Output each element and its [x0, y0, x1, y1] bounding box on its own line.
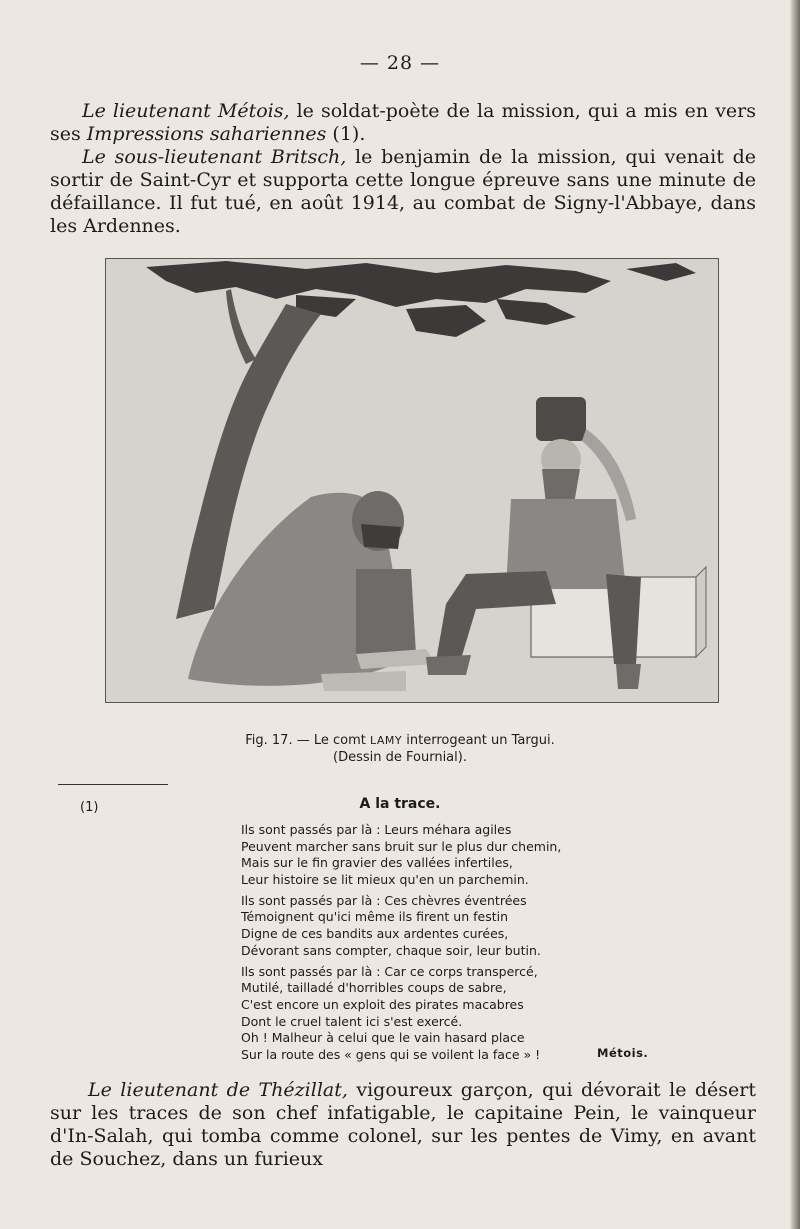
- work-title: Impressions sahariennes: [86, 123, 327, 145]
- poem-stanza: [241, 822, 561, 889]
- britsch-text: le benjamin de la mission, qui venait de sortir de Saint-Cyr et supporta cette longue épreuve sans une minute de défaillance. Il fut tué, en août 1914, au combat de Signy-l'Abbaye, dans les Ardennes.: [50, 146, 756, 237]
- page-number: — 28 —: [359, 52, 441, 74]
- page-edge: [790, 0, 800, 1229]
- poem-verse: Peuvent marcher sans bruit sur le plus dur chemin,: [241, 838, 562, 854]
- poem: [241, 822, 561, 1068]
- metois-text: le soldat-poète de la mission, qui a mis en vers ses: [50, 100, 757, 145]
- poem-verse: Témoignent qu'ici même ils firent un festin: [241, 909, 509, 925]
- illustration-drawing: [106, 259, 718, 702]
- poem-verse: Dévorant sans compter, chaque soir, leur butin.: [241, 942, 541, 958]
- poem-stanza: [241, 893, 561, 960]
- poem-verse: Dont le cruel talent ici s'est exercé.: [241, 1013, 463, 1029]
- poem-verse: Ils sont passés par là : Ces chèvres éventrées: [241, 892, 527, 908]
- name-metois: Le lieutenant Métois,: [82, 100, 290, 122]
- caption-suffix: interrogeant un Targui.: [402, 733, 555, 748]
- figure-caption: [0, 732, 800, 750]
- name-thezillat: Le lieutenant de Thézillat,: [88, 1079, 348, 1101]
- poem-verse: Leur histoire se lit mieux qu'en un parchemin.: [241, 872, 529, 888]
- poem-signature: Métois.: [597, 1046, 649, 1060]
- caption-name: LAMY: [370, 734, 403, 747]
- caption-prefix: Fig. 17. — Le comt: [245, 733, 370, 748]
- poem-verse: Oh ! Malheur à celui que le vain hasard place: [241, 1030, 525, 1046]
- paragraph-thezillat: [50, 1079, 756, 1171]
- poem-verse: Digne de ces bandits aux ardentes curées,: [241, 926, 509, 942]
- poem-verse: Ils sont passés par là : Car ce corps transpercé,: [241, 963, 538, 979]
- figure-credit: (Dessin de Fournial).: [333, 750, 467, 765]
- poem-verse: C'est encore un exploit des pirates macabres: [241, 996, 524, 1012]
- poem-verse: Mais sur le fin gravier des vallées infertiles,: [241, 855, 513, 871]
- footnote-rule: [58, 784, 168, 785]
- name-britsch: Le sous-lieutenant Britsch,: [82, 146, 347, 168]
- poem-title: A la trace.: [359, 796, 441, 812]
- footnote-marker: (1): [80, 800, 99, 815]
- poem-verse: Ils sont passés par là : Leurs méhara agiles: [241, 822, 512, 837]
- poem-verse: Mutilé, tailladé d'horribles coups de sabre,: [241, 980, 507, 996]
- paragraph-britsch: [50, 146, 756, 238]
- paragraph-metois: [50, 100, 756, 146]
- poem-verse: Sur la route des « gens qui se voilent la face » !: [241, 1046, 541, 1062]
- footnote-ref: (1).: [326, 123, 366, 145]
- thezillat-text: vigoureux garçon, qui dévorait le désert sur les traces de son chef infatigable, le capitaine Pein, le vainqueur d'In-Salah, qui tomba comme colonel, sur les pentes de Vimy, en avant de Souchez, dans un furieux: [50, 1079, 756, 1170]
- poem-stanza: [241, 964, 561, 1064]
- figure-illustration: [105, 258, 719, 703]
